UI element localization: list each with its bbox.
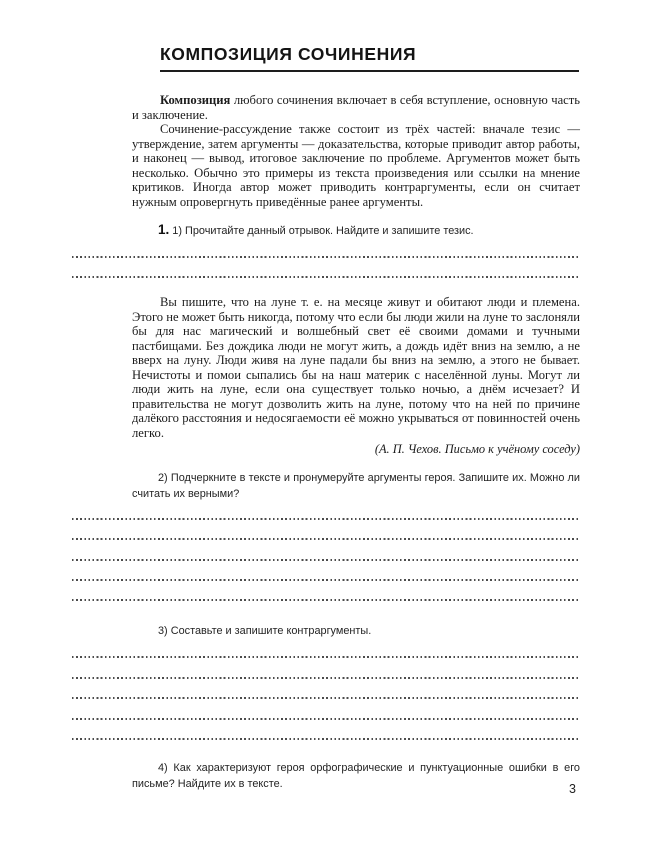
- answer-line: [72, 697, 580, 699]
- answer-line: [72, 579, 580, 581]
- answer-line: [72, 599, 580, 601]
- answer-line: [72, 738, 580, 740]
- task-2-instruction: 2) Подчеркните в тексте и пронумеруйте аргументы героя. Запишите их. Можно ли считать их верными?: [132, 471, 580, 500]
- intro-paragraph-1: [132, 93, 580, 122]
- answer-line: [72, 518, 580, 520]
- answer-lines-task-3: [72, 656, 580, 740]
- answer-line: [72, 559, 580, 561]
- answer-line: [72, 656, 580, 658]
- intro-lead-word: Композиция: [160, 93, 231, 107]
- answer-line: [72, 256, 580, 258]
- answer-line: [72, 718, 580, 720]
- answer-lines-task-2: [72, 518, 580, 602]
- answer-lines-task-1: [72, 256, 580, 278]
- answer-line: [72, 276, 580, 278]
- answer-line: [72, 677, 580, 679]
- exercise-number: 1.: [158, 222, 170, 237]
- answer-line: [72, 538, 580, 540]
- intro-paragraph-2: Сочинение-рассуждение также состоит из трёх частей: вначале тезис — утверждение, затем аргументы — доказательства, которые приводит автор работы, и наконец — вывод, итоговое заключение по проблеме. Аргументов может быть несколько. Обычно это примеры из текста произведения или ссылки на мнение критиков. Иногда автор может приводить контраргументы, если он считает нужным опровергнуть приведённые ранее аргументы.: [132, 122, 580, 209]
- task-3-instruction: 3) Составьте и запишите контраргументы.: [158, 625, 372, 638]
- task-1-instruction: 1) Прочитайте данный отрывок. Найдите и запишите тезис.: [172, 225, 474, 237]
- page-title: КОМПОЗИЦИЯ СОЧИНЕНИЯ: [160, 44, 579, 72]
- exercise-1-heading: [132, 222, 580, 239]
- excerpt-text: Вы пишите, что на луне т. е. на месяце живут и обитают люди и племена. Этого не может быть никогда, потому что если бы люди жили на луне то заслоняли бы для нас магический и волшебный свет её своими домами и тучными пастбищами. Без дождика люди не могут жить, а дождь идёт вниз на землю, а не вверх на луну. Люди живя на луне падали бы вниз на землю, а этого не бывает. Нечистоты и помои сыпались бы на наш материк с населённой луны. Могут ли люди жить на луне, если она существует только ночью, а днём исчезает? И правительства не могут дозволить жить на луне, потому что на ней по причине далёкого расстояния и недосягаемости её можно укрываться от повинностей очень легко.: [132, 295, 580, 440]
- task-4-instruction: 4) Как характеризуют героя орфографические и пунктуационные ошибки в его письме? Найдите их в тексте.: [132, 762, 580, 791]
- intro-paragraph-1-text: любого сочинения включает в себя вступление, основную часть и заключение.: [132, 93, 580, 122]
- page-number: 3: [569, 782, 576, 796]
- excerpt-attribution: (А. П. Чехов. Письмо к учёному соседу): [374, 442, 580, 457]
